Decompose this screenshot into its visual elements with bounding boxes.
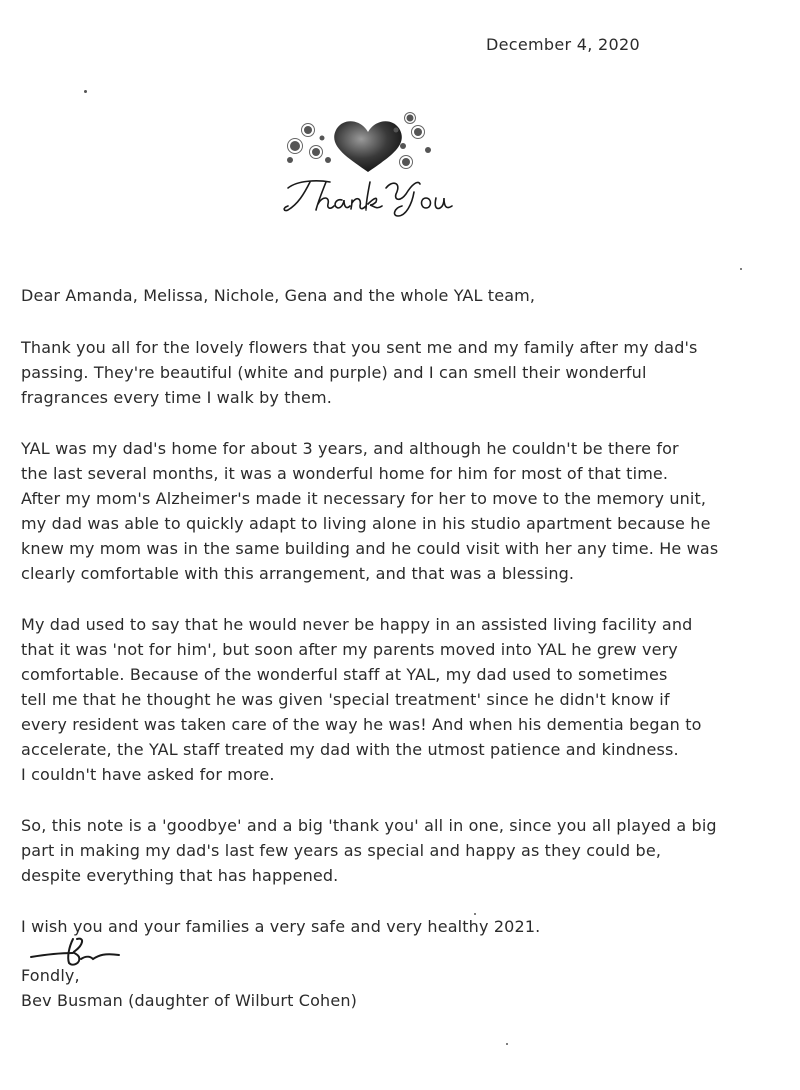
paragraph-3 xyxy=(21,612,796,787)
paragraph-line: fragrances every time I walk by them. xyxy=(21,388,332,407)
paragraph-line: My dad used to say that he would never be happy in an assisted living facility and xyxy=(21,615,693,634)
paragraph-line: my dad was able to quickly adapt to living alone in his studio apartment because he xyxy=(21,514,711,533)
paragraph-line: So, this note is a 'goodbye' and a big 'thank you' all in one, since you all played a big xyxy=(21,816,717,835)
paragraph-line: clearly comfortable with this arrangement, and that was a blessing. xyxy=(21,564,575,583)
paragraph-line: After my mom's Alzheimer's made it necessary for her to move to the memory unit, xyxy=(21,489,707,508)
letter-body xyxy=(21,283,796,1013)
greeting: Dear Amanda, Melissa, Nichole, Gena and the whole YAL team, xyxy=(21,286,536,305)
thank-you-heart-logo xyxy=(278,110,458,220)
paragraph-line: that it was 'not for him', but soon after my parents moved into YAL he grew very xyxy=(21,640,678,659)
letter-date: December 4, 2020 xyxy=(486,35,640,54)
paragraph-line: I couldn't have asked for more. xyxy=(21,765,275,784)
paragraph-line: part in making my dad's last few years as special and happy as they could be, xyxy=(21,841,662,860)
paragraph-line: despite everything that has happened. xyxy=(21,866,339,885)
scan-speck xyxy=(474,913,476,915)
paragraph-line: every resident was taken care of the way he was! And when his dementia began to xyxy=(21,715,702,734)
paragraph-4 xyxy=(21,813,796,888)
paragraph-line: knew my mom was in the same building and he could visit with her any time. He was xyxy=(21,539,719,558)
scan-speck xyxy=(506,1043,508,1045)
paragraph-line: the last several months, it was a wonderful home for him for most of that time. xyxy=(21,464,669,483)
paragraph-1 xyxy=(21,335,796,410)
paragraph-2 xyxy=(21,436,796,586)
signer-name: Bev Busman (daughter of Wilburt Cohen) xyxy=(21,991,357,1010)
closing-line: I wish you and your families a very safe and very healthy 2021. xyxy=(21,917,541,936)
scan-speck xyxy=(84,90,87,93)
paragraph-line: YAL was my dad's home for about 3 years, and although he couldn't be there for xyxy=(21,439,679,458)
logo-text: Thank You xyxy=(365,210,371,211)
paragraph-line: accelerate, the YAL staff treated my dad with the utmost patience and kindness. xyxy=(21,740,679,759)
paragraph-line: passing. They're beautiful (white and purple) and I can smell their wonderful xyxy=(21,363,647,382)
paragraph-line: Thank you all for the lovely flowers that you sent me and my family after my dad's xyxy=(21,338,698,357)
scan-speck xyxy=(740,268,742,270)
valediction: Fondly, xyxy=(21,966,80,985)
paragraph-line: tell me that he thought he was given 'special treatment' since he didn't know if xyxy=(21,690,670,709)
paragraph-line: comfortable. Because of the wonderful staff at YAL, my dad used to sometimes xyxy=(21,665,668,684)
